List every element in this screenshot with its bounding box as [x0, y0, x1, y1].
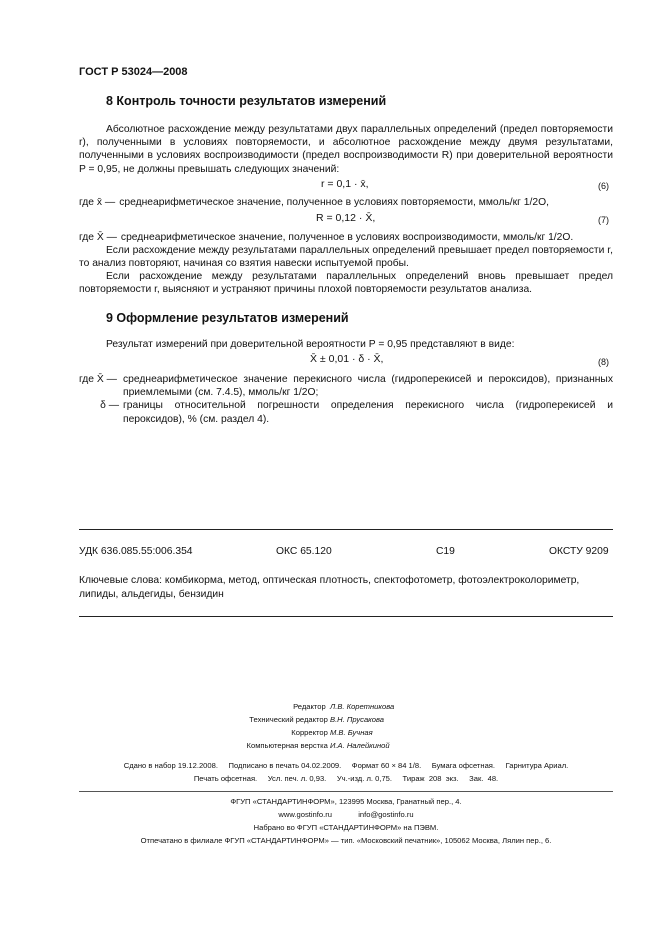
delta-definition-label: δ —: [100, 400, 119, 412]
print-info-line-1: Сдано в набор 19.12.2008. Подписано в печать 04.02.2009. Формат 60 × 84 1/8. Бумага офсетная. Гарнитура Ариал.: [123, 761, 569, 770]
publisher-site-link[interactable]: www.gostinfo.ru: [278, 810, 332, 819]
publisher-contacts: [79, 810, 613, 819]
formula-6-number: (6): [598, 181, 609, 191]
publisher-divider: [79, 791, 613, 792]
section-8-paragraph-3: Если расхождение между результатами параллельных определений вновь превышает предел повторяемости r, выясняют и устраняют причины плохой повторяемости результатов анализа.: [79, 271, 613, 296]
credits: [200, 700, 430, 752]
credit-layout: Компьютерная верстка И.А. Налейкиной: [246, 741, 390, 750]
formula-6: r = 0,1 · x̄,: [321, 178, 369, 190]
formula-6-definition-text: среднеарифметическое значение, полученное в условиях повторяемости, ммоль/кг 1/2О,: [119, 197, 549, 208]
section-8-title: 8 Контроль точности результатов измерений: [106, 94, 387, 108]
publisher-typeset: Набрано во ФГУП «СТАНДАРТИНФОРМ» на ПЭВМ.: [253, 823, 439, 832]
bottom-divider: [79, 616, 613, 617]
credit-proofreader: Корректор М.В. Бучная: [291, 728, 373, 737]
okstu-code: ОКСТУ 9209: [549, 546, 609, 557]
formula-7-definition-text: среднеарифметическое значение, полученное в условиях воспроизводимости, ммоль/кг 1/2О.: [120, 232, 574, 243]
formula-8-number: (8): [598, 357, 609, 367]
formula-6-definition-label: где x̄ —: [79, 197, 116, 208]
keywords: Ключевые слова: комбикорма, метод, оптическая плотность, спектофотометр, фотоэлектроколориметр, липиды, альдегиды, бензидин: [79, 575, 580, 600]
publisher-address: ФГУП «СТАНДАРТИНФОРМ», 123995 Москва, Гранатный пер., 4.: [230, 797, 462, 806]
delta-definition-text: границы относительной погрешности определения перекисного числа (гидроперекисей и пероксидов), % (см. раздел 4).: [123, 400, 613, 425]
standard-header: ГОСТ Р 53024—2008: [79, 66, 188, 78]
print-info-line-2: Печать офсетная. Усл. печ. л. 0,93. Уч.-изд. л. 0,75. Тираж 208 экз. Зак. 48.: [193, 774, 499, 783]
formula-8-definition-label: где X̄ —: [79, 374, 117, 385]
formula-8-definition: [79, 373, 613, 426]
formula-7-definition: [79, 231, 613, 244]
oks-code: ОКС 65.120: [276, 546, 332, 557]
section-8-paragraph-2: Если расхождение между результатами параллельных определений превышает предел повторяемости r, то анализ повторяют, начиная со взятия навески испытуемой пробы.: [79, 245, 613, 270]
formula-7-definition-label: где X̄ —: [79, 232, 117, 243]
formula-7: R = 0,12 · X̄,: [316, 212, 376, 224]
section-8-paragraph-1: Абсолютное расхождение между результатами двух параллельных определений (предел повторяемости r), полученными в условиях повторяемости, и абсолютное расхождение между двумя результатами, полученными в условиях воспроизводимости (предел воспроизводимости R) при доверительной вероятности P = 0,95, не должны превышать следующих значений:: [79, 124, 613, 175]
publisher-printed: Отпечатано в филиале ФГУП «СТАНДАРТИНФОРМ» — тип. «Московский печатник», 105062 Москва, Лялин пер., 6.: [140, 836, 552, 845]
credit-editor: Редактор Л.В. Коретникова: [293, 702, 395, 711]
publisher-email-link[interactable]: info@gostinfo.ru: [358, 810, 414, 819]
credit-tech-editor: Технический редактор В.Н. Прусакова: [249, 715, 384, 724]
top-divider: [79, 529, 613, 530]
formula-7-number: (7): [598, 215, 609, 225]
section-9-title: 9 Оформление результатов измерений: [106, 311, 349, 325]
formula-8-definition-text: среднеарифметическое значение перекисного числа (гидроперекисей и пероксидов), признанных приемлемыми (см. 7.4.5), ммоль/кг 1/2О;: [123, 374, 613, 399]
formula-6-definition: [79, 196, 613, 209]
formula-8: X̄ ± 0,01 · δ · X̄,: [310, 353, 384, 365]
section-9-paragraph-1: Результат измерений при доверительной вероятности P = 0,95 представляют в виде:: [106, 339, 515, 350]
udk-code: УДК 636.085.55:006.354: [79, 546, 193, 557]
c-code: С19: [436, 546, 455, 557]
